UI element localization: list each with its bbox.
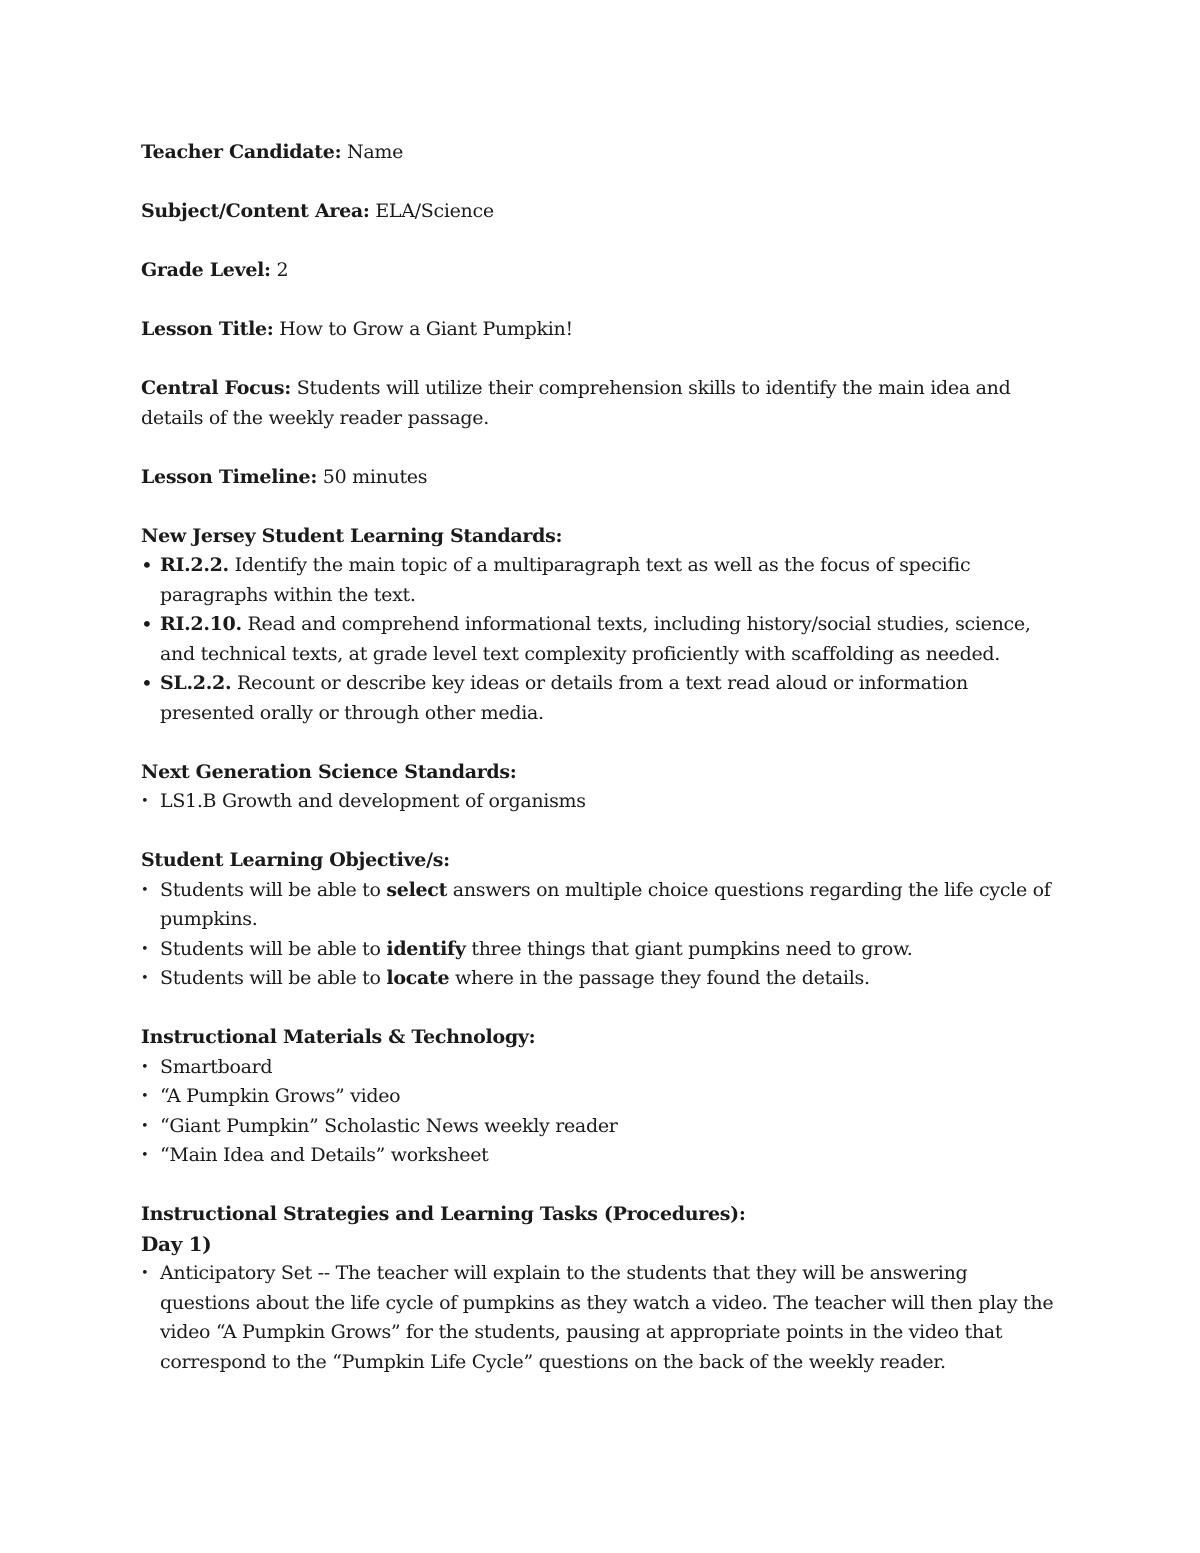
field-value: 2 [270, 259, 289, 281]
field-label: Subject/Content Area: [141, 200, 370, 222]
bullet-icon: • [141, 1089, 149, 1104]
field-label: Grade Level: [141, 259, 271, 281]
lesson-plan-page [141, 138, 1061, 1377]
standard-code: SL.2.2. [160, 672, 232, 694]
objective-pre: Students will be able to [160, 878, 387, 901]
ngss-list [141, 787, 1061, 817]
objectives-heading: Student Learning Objective/s: [141, 849, 450, 871]
standard-text: Recount or describe key ideas or details from a text read aloud or information presented orally or through other media. [160, 672, 968, 724]
objective-post: three things that giant pumpkins need to grow. [465, 937, 913, 960]
list-item [141, 551, 1061, 610]
field-value: Students will utilize their comprehension skills to identify the main idea and details of the weekly reader passage. [141, 377, 1011, 429]
subject-area-field [141, 197, 1061, 227]
standard-code: RI.2.2. [160, 554, 229, 576]
objective-verb: locate [386, 967, 450, 989]
objective-post: answers on multiple choice questions regarding the life cycle of pumpkins. [160, 878, 1051, 930]
objective-pre: Students will be able to [160, 967, 387, 989]
standard-code: RI.2.10. [160, 613, 242, 635]
bullet-icon: • [141, 671, 153, 695]
list-item [141, 1259, 1061, 1377]
materials-list [141, 1053, 1061, 1171]
lesson-timeline-field [141, 463, 1061, 493]
list-item-text: LS1.B Growth and development of organisms [160, 790, 586, 812]
bullet-icon: • [141, 882, 149, 898]
field-value: ELA/Science [369, 200, 494, 222]
list-item-text: “Main Idea and Details” worksheet [160, 1144, 489, 1166]
day-heading: Day 1) [141, 1231, 212, 1256]
procedures-heading: Instructional Strategies and Learning Tasks (Procedures): [141, 1203, 746, 1225]
field-label: Lesson Timeline: [141, 465, 318, 488]
list-item [141, 1053, 1061, 1083]
field-value: How to Grow a Giant Pumpkin! [273, 318, 573, 340]
grade-level-field [141, 256, 1061, 286]
bullet-icon: • [141, 1148, 149, 1163]
materials-heading: Instructional Materials & Technology: [141, 1026, 536, 1048]
central-focus-field [141, 374, 1061, 433]
teacher-candidate-field [141, 138, 1061, 168]
list-item [141, 1112, 1061, 1142]
lesson-title-field [141, 315, 1061, 345]
bullet-icon: • [141, 553, 153, 577]
field-value: 50 minutes [317, 465, 428, 488]
list-item-text: “A Pumpkin Grows” video [160, 1085, 401, 1107]
field-value: Name [341, 141, 404, 163]
field-label: Central Focus: [141, 377, 291, 399]
objectives-list [141, 876, 1061, 994]
field-label: Teacher Candidate: [141, 141, 342, 163]
bullet-icon: • [141, 1118, 149, 1134]
list-item [141, 964, 1061, 994]
list-item [141, 610, 1061, 669]
ngss-heading: Next Generation Science Standards: [141, 760, 517, 783]
objective-post: where in the passage they found the details. [449, 967, 870, 989]
list-item [141, 787, 1061, 817]
objective-verb: identify [386, 937, 466, 960]
njsls-heading: New Jersey Student Learning Standards: [141, 524, 563, 547]
standard-text: Identify the main topic of a multiparagraph text as well as the focus of specific paragraphs within the text. [160, 554, 971, 606]
bullet-icon: • [141, 1266, 149, 1281]
bullet-icon: • [141, 612, 153, 636]
bullet-icon: • [141, 794, 149, 809]
list-item [141, 876, 1061, 935]
list-item [141, 669, 1061, 728]
list-item-text: “Giant Pumpkin” Scholastic News weekly reader [160, 1114, 618, 1137]
bullet-icon: • [141, 1059, 149, 1075]
field-label: Lesson Title: [141, 318, 274, 340]
standard-text: Read and comprehend informational texts, including history/social studies, science, and technical texts, at grade level text complexity proficiently with scaffolding as needed. [160, 613, 1031, 665]
list-item-text: Anticipatory Set -- The teacher will explain to the students that they will be answering questions about the life cycle of pumpkins as they watch a video. The teacher will then play the video “A Pumpkin Grows” for the students, pausing at appropriate points in the video that correspond to the “Pumpkin Life Cycle” questions on the back of the weekly reader. [160, 1262, 1054, 1373]
list-item-text: Smartboard [160, 1055, 273, 1078]
objective-verb: select [386, 878, 448, 901]
bullet-icon: • [141, 941, 149, 957]
objective-pre: Students will be able to [160, 937, 387, 960]
procedures-list [141, 1259, 1061, 1377]
list-item [141, 1141, 1061, 1171]
bullet-icon: • [141, 971, 149, 986]
njsls-list [141, 551, 1061, 728]
list-item [141, 1082, 1061, 1112]
list-item [141, 935, 1061, 965]
